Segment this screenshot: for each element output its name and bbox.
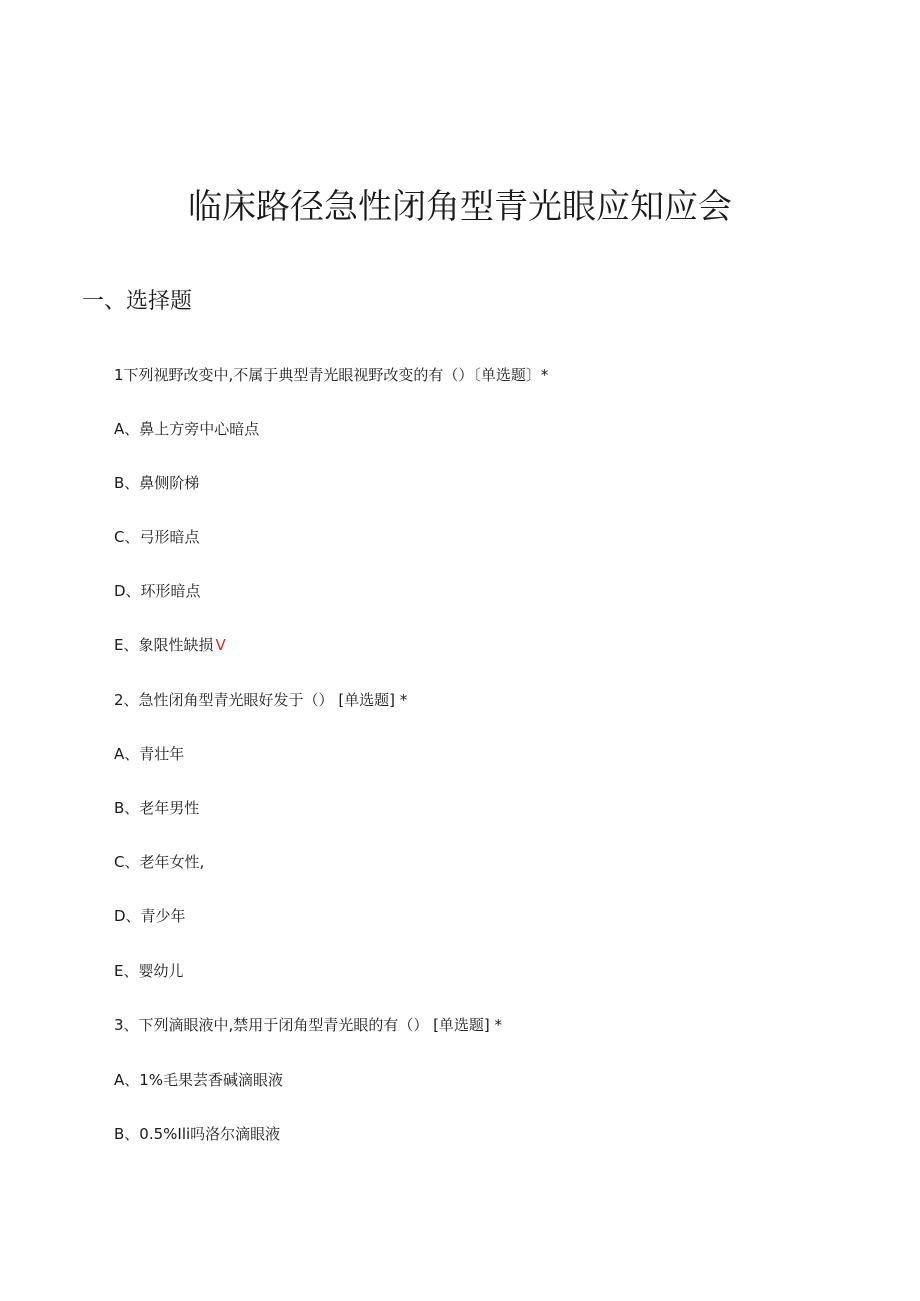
question-3 [114,1014,502,1036]
option-text: B、鼻侧阶梯 [114,474,200,492]
option-text: A、1%毛果芸香碱滴眼液 [114,1071,284,1089]
question-2-option-c[interactable] [114,851,204,873]
option-text: E、象限性缺损 [114,636,214,654]
section-heading: 一、选择题 [82,289,193,314]
option-text: B、0.5%Ili吗洛尔滴眼液 [114,1125,281,1143]
option-text: D、环形暗点 [114,582,201,600]
question-1 [114,364,548,386]
option-text: E、婴幼儿 [114,962,184,980]
question-text: 3、下列滴眼液中,禁用于闭角型青光眼的有（） [单选题] * [114,1016,503,1034]
question-1-option-b[interactable] [114,472,199,494]
question-1-option-e[interactable] [114,634,226,656]
question-2 [114,689,407,711]
page-title: 临床路径急性闭角型青光眼应知应会 [188,187,732,227]
correct-answer-mark: V [215,636,226,654]
option-text: C、老年女性, [114,853,205,871]
question-2-option-e[interactable] [114,960,183,982]
option-text: A、鼻上方旁中心暗点 [114,420,260,438]
question-text: 1下列视野改变中,不属于典型青光眼视野改变的有（）〔单选题〕* [114,366,549,384]
question-2-option-b[interactable] [114,797,199,819]
option-text: B、老年男性 [114,799,200,817]
question-3-option-b[interactable] [114,1123,280,1145]
option-text: C、弓形暗点 [114,528,200,546]
option-text: D、青少年 [114,907,186,925]
question-2-option-d[interactable] [114,905,186,927]
question-2-option-a[interactable] [114,743,184,765]
question-3-option-a[interactable] [114,1069,283,1091]
question-1-option-d[interactable] [114,580,201,602]
option-text: A、青壮年 [114,745,185,763]
question-1-option-c[interactable] [114,526,199,548]
question-text: 2、急性闭角型青光眼好发于（） [单选题] * [114,691,408,709]
question-1-option-a[interactable] [114,418,259,440]
